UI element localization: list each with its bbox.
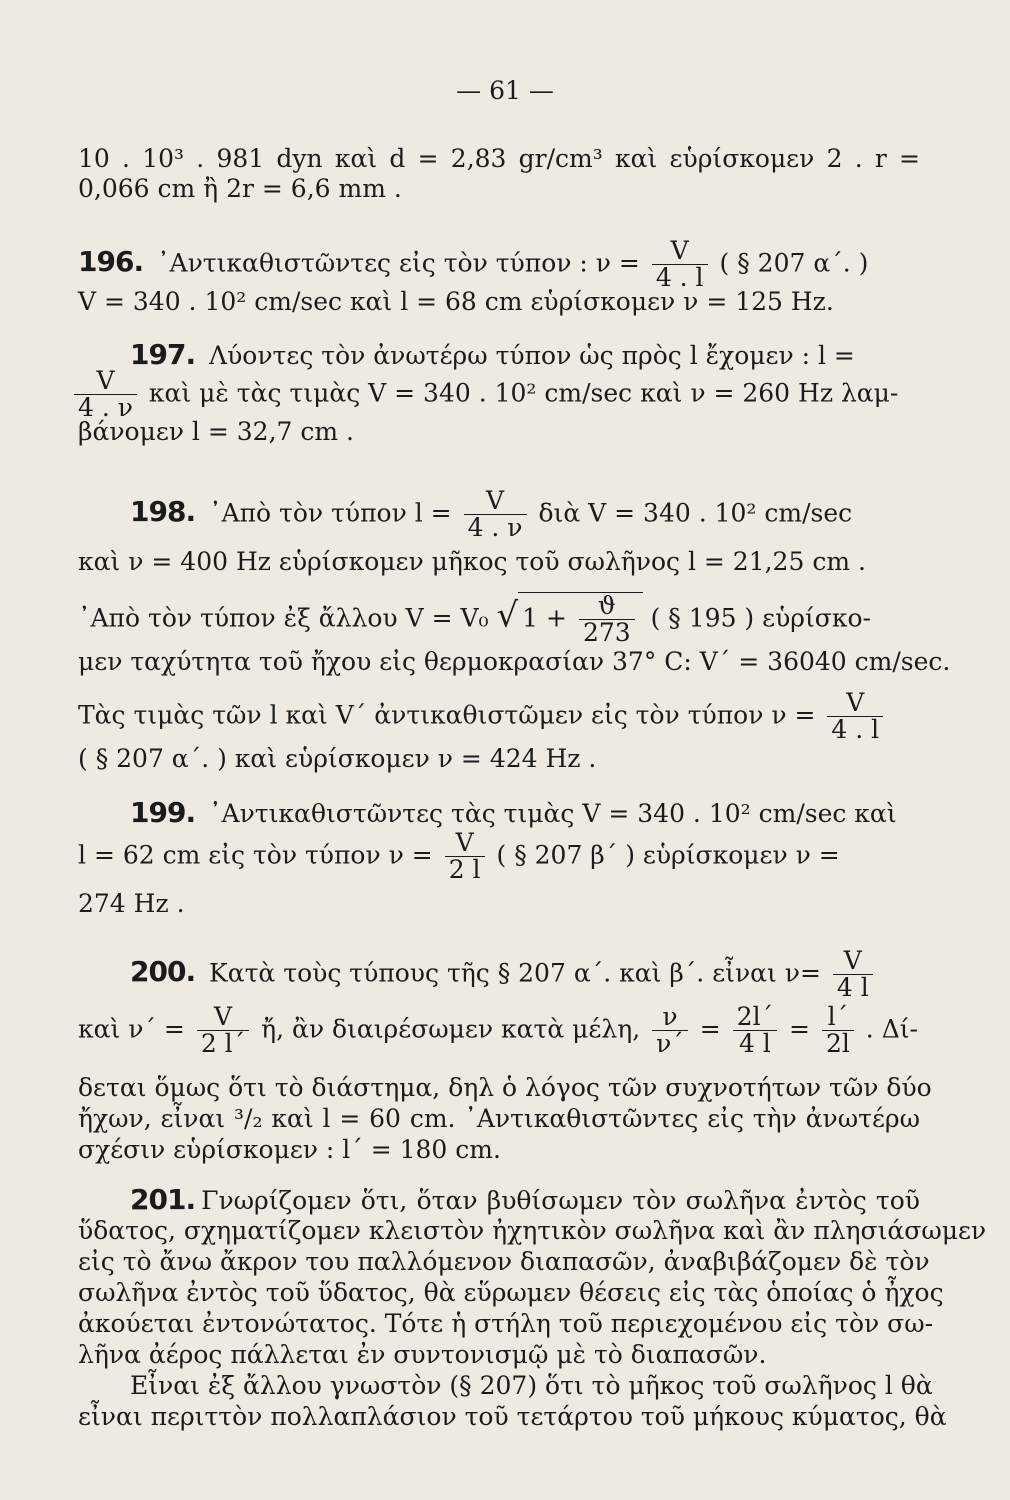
text-span: διὰ V = 340 . 10² cm/sec bbox=[538, 498, 853, 528]
text-line bbox=[78, 1004, 920, 1058]
fraction bbox=[833, 948, 873, 1002]
text-line bbox=[78, 368, 920, 422]
text-span: καὶ ν΄ = bbox=[78, 1014, 185, 1044]
problem-number: 199. bbox=[130, 796, 196, 829]
problem-number: 196. bbox=[78, 245, 144, 279]
fraction-numerator: V bbox=[464, 488, 527, 515]
fraction-numerator: l΄ bbox=[822, 1004, 854, 1031]
fraction-denominator: 273 bbox=[582, 618, 631, 648]
problem-number: 198. bbox=[130, 495, 196, 529]
page-number: — 61 — bbox=[456, 76, 554, 105]
text-line: Εἶναι ἐξ ἄλλου γνωστὸν (§ 207) ὅτι τὸ μῆκος τοῦ σωλῆνος l θὰ bbox=[130, 1371, 933, 1400]
text-span: Γνωρίζομεν ὅτι, ὅταν βυθίσωμεν τὸν σωλῆνα ἐντὸς τοῦ bbox=[201, 1186, 920, 1215]
text-line: μεν ταχύτητα τοῦ ἤχου εἰς θερμοκρασίαν 37° C: V΄ = 36040 cm/sec. bbox=[78, 647, 951, 676]
fraction-denominator: ν΄ bbox=[656, 1029, 684, 1059]
text-line: ἀκούεται ἐντονώτατος. Τότε ἡ στήλη τοῦ περιεχομένου εἰς τὸν σω- bbox=[78, 1309, 934, 1338]
text-line: βάνομεν l = 32,7 cm . bbox=[78, 417, 354, 446]
problem-198-line bbox=[78, 488, 920, 542]
fraction-numerator: V bbox=[652, 238, 708, 265]
text-line: εἶναι περιττὸν πολλαπλάσιον τοῦ τετάρτου τοῦ μήκους κύματος, θὰ bbox=[78, 1402, 947, 1431]
fraction-numerator: V bbox=[197, 1004, 249, 1031]
text-span: ( § 207 β΄ ) εὑρίσκομεν ν = bbox=[496, 840, 840, 870]
text-span: l = 62 cm εἰς τὸν τύπον ν = bbox=[78, 840, 433, 870]
fraction bbox=[652, 238, 708, 292]
sqrt-body bbox=[518, 592, 642, 647]
text-span: Τὰς τιμὰς τῶν l καὶ V΄ ἀντικαθιστῶμεν εἰς τὸν τύπον ν = bbox=[78, 700, 816, 730]
text-span: ἤ, ἂν διαιρέσωμεν κατὰ μέλη, bbox=[261, 1014, 641, 1044]
fraction-denominator: 4 l bbox=[836, 973, 869, 1003]
fraction-denominator: 2 l bbox=[448, 855, 481, 885]
problem-number: 197. bbox=[130, 338, 196, 371]
text-line: λῆνα ἀέρος πάλλεται ἐν συντονισμῷ μὲ τὸ διαπασῶν. bbox=[78, 1340, 767, 1369]
text-line: V = 340 . 10² cm/sec καὶ l = 68 cm εὑρίσκομεν ν = 125 Hz. bbox=[78, 287, 834, 316]
equals-sign: = bbox=[789, 1014, 810, 1044]
text-line: ( § 207 α΄. ) καὶ εὑρίσκομεν ν = 424 Hz . bbox=[78, 744, 597, 773]
text-span: ( § 195 ) εὑρίσκο- bbox=[650, 603, 871, 633]
fraction bbox=[652, 1004, 688, 1058]
text-line bbox=[78, 592, 920, 647]
fraction bbox=[197, 1004, 249, 1058]
problem-201-line bbox=[78, 1185, 920, 1216]
fraction bbox=[733, 1004, 777, 1058]
text-line: δεται ὅμως ὅτι τὸ διάστημα, δηλ ὁ λόγος τῶν συχνοτήτων τῶν δύο bbox=[78, 1073, 932, 1102]
problem-number: 201. bbox=[130, 1183, 196, 1216]
fraction-numerator: 2l΄ bbox=[733, 1004, 777, 1031]
section-reference: ( § 207 α΄. ) bbox=[719, 248, 869, 278]
fraction-numerator: V bbox=[445, 830, 485, 857]
text-span: ᾿Αντικαθιστῶντες τὰς τιμὰς V = 340 . 10² cm/sec καὶ bbox=[209, 799, 897, 828]
text-span: Λύοντες τὸν ἀνωτέρω τύπον ὡς πρὸς l ἔχομεν : l = bbox=[209, 341, 855, 370]
fraction bbox=[74, 368, 137, 422]
fraction bbox=[827, 690, 883, 744]
text-span: καὶ μὲ τὰς τιμὰς V = 340 . 10² cm/sec καὶ ν = 260 Hz λαμ- bbox=[148, 378, 899, 408]
problem-200-line bbox=[78, 948, 920, 1002]
text-line: 0,066 cm ἢ 2r = 6,6 mm . bbox=[78, 174, 402, 203]
fraction-denominator: 4 . l bbox=[655, 263, 704, 293]
problem-number: 200. bbox=[130, 955, 196, 989]
fraction-denominator: 4 l bbox=[738, 1029, 771, 1059]
text-line: σωλῆνα ἐντὸς τοῦ ὕδατος, θὰ εὕρωμεν θέσεις εἰς τὰς ὁποίας ὁ ἦχος bbox=[78, 1278, 944, 1307]
equals-sign: = bbox=[699, 1014, 721, 1044]
text-span: ᾿Αντικαθιστῶντες εἰς τὸν τύπον : ν = bbox=[157, 248, 640, 278]
text-span: Κατὰ τοὺς τύπους τῆς § 207 α΄. καὶ β΄. εἶναι ν= bbox=[209, 958, 821, 988]
text-line: 274 Hz . bbox=[78, 889, 185, 918]
fraction bbox=[579, 593, 635, 647]
problem-199-line bbox=[78, 798, 920, 829]
fraction-denominator: 2l bbox=[825, 1029, 850, 1059]
fraction-numerator: V bbox=[827, 690, 883, 717]
fraction bbox=[445, 830, 485, 884]
text-line: καὶ ν = 400 Hz εὑρίσκομεν μῆκος τοῦ σωλῆνος l = 21,25 cm . bbox=[78, 547, 866, 576]
text-span: . Δί- bbox=[865, 1014, 918, 1044]
sqrt-sign: √ bbox=[496, 595, 519, 636]
text-line: εἰς τὸ ἄνω ἄκρον του παλλόμενον διαπασῶν, ἀναβιβάζομεν δὲ τὸν bbox=[78, 1247, 930, 1276]
fraction-numerator: V bbox=[74, 368, 137, 395]
fraction-numerator: ϑ bbox=[579, 593, 635, 620]
text-line bbox=[78, 690, 920, 744]
fraction-numerator: V bbox=[833, 948, 873, 975]
text-span: ᾿Απὸ τὸν τύπον l = bbox=[209, 498, 452, 528]
fraction bbox=[822, 1004, 854, 1058]
fraction-denominator: 4 . ν bbox=[467, 513, 523, 543]
text-line: ἤχων, εἶναι ³/₂ καὶ l = 60 cm. ᾿Αντικαθιστῶντες εἰς τὴν ἀνωτέρω bbox=[78, 1104, 920, 1133]
text-line bbox=[78, 830, 920, 884]
fraction-denominator: 2 l΄ bbox=[200, 1029, 246, 1059]
problem-196-line bbox=[78, 238, 920, 292]
text-line: 10 . 10³ . 981 dyn καὶ d = 2,83 gr/cm³ καὶ εὑρίσκομεν 2 . r = bbox=[78, 144, 920, 173]
fraction-numerator: ν bbox=[652, 1004, 688, 1031]
text-line: ὕδατος, σχηματίζομεν κλειστὸν ἠχητικὸν σωλῆνα καὶ ἂν πλησιάσωμεν bbox=[78, 1216, 987, 1245]
problem-197-line bbox=[78, 340, 920, 371]
fraction-denominator: 4 . ν bbox=[78, 393, 133, 423]
fraction-denominator: 4 . l bbox=[831, 715, 880, 745]
text-line: σχέσιν εὑρίσκομεν : l΄ = 180 cm. bbox=[78, 1135, 501, 1164]
text-span: 1 + bbox=[522, 603, 567, 633]
fraction bbox=[464, 488, 527, 542]
text-span: ᾿Απὸ τὸν τύπον ἐξ ἄλλου V = V₀ bbox=[78, 603, 489, 633]
